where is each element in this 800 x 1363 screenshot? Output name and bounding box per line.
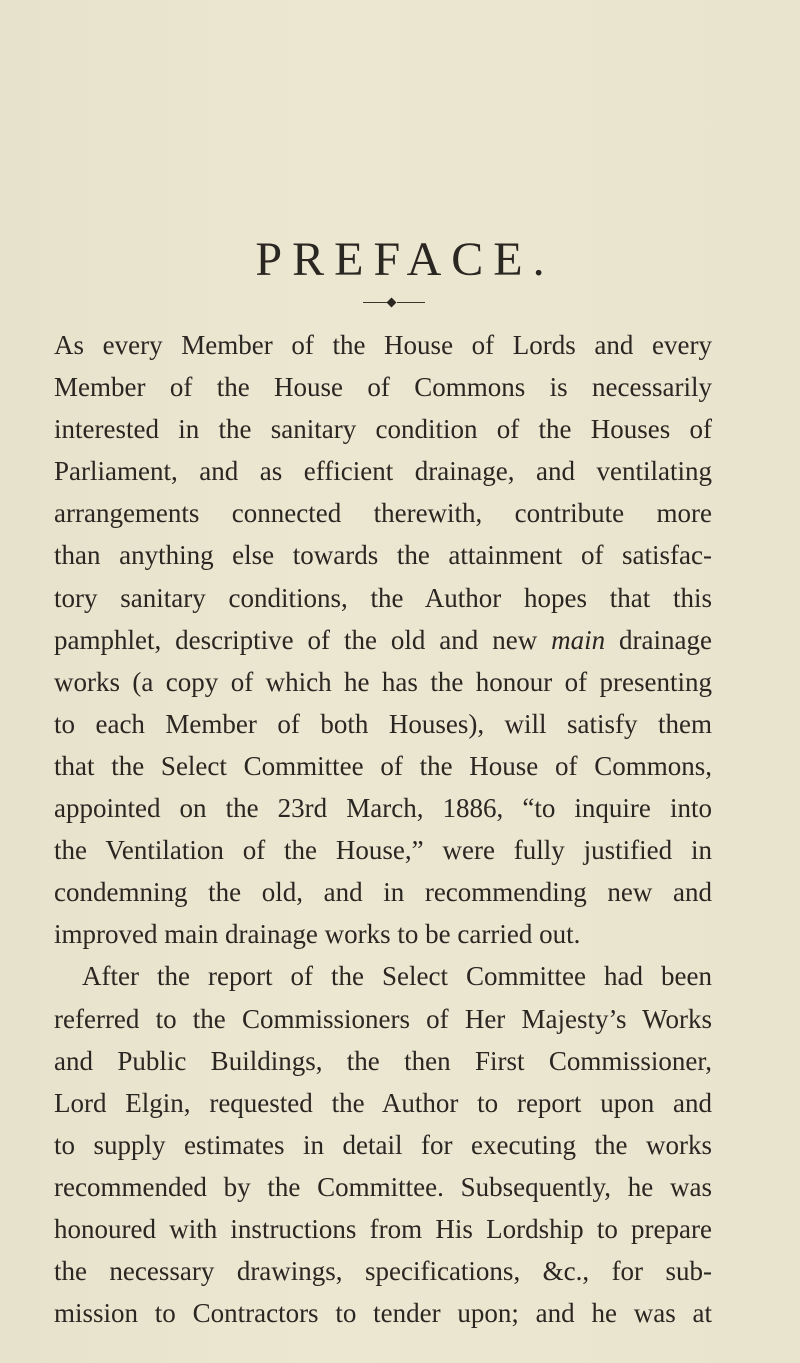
paragraph-1	[54, 324, 712, 955]
preface-text	[54, 324, 712, 1334]
text-line: works (a copy of which he has the honour of presenting	[54, 666, 712, 697]
text-line: condemning the old, and in recommending new and	[54, 877, 712, 908]
page-title: PREFACE.	[255, 233, 555, 286]
text-line: referred to the Commissioners of Her Majesty’s Works	[54, 1003, 712, 1034]
text-line: that the Select Committee of the House of Commons,	[54, 750, 712, 781]
italic-word: main	[551, 624, 606, 655]
text-line: the Ventilation of the House,” were fully justified in	[54, 835, 712, 866]
text-line: to supply estimates in detail for executing the works	[54, 1129, 712, 1160]
paragraph-2	[54, 955, 712, 1334]
text-line: appointed on the 23rd March, 1886, “to inquire into	[54, 793, 712, 824]
text-line: As every Member of the House of Lords and every	[54, 330, 712, 360]
rule-right-line	[397, 302, 425, 303]
text-line: mission to Contractors to tender upon; and he was at	[54, 1298, 712, 1329]
text-line: to each Member of both Houses), will satisfy them	[54, 708, 712, 739]
ornamental-rule	[363, 296, 425, 310]
text-line: than anything else towards the attainment of satisfac-	[54, 540, 712, 571]
text-line: interested in the sanitary condition of the Houses of	[54, 414, 712, 445]
diamond-icon	[387, 298, 397, 308]
text-line: tory sanitary conditions, the Author hopes that this	[54, 582, 712, 613]
text-line: the necessary drawings, specifications, &c., for sub-	[54, 1256, 712, 1287]
text-line: Parliament, and as efficient drainage, and ventilating	[54, 456, 712, 487]
text-line: improved main drainage works to be carried out.	[54, 919, 581, 950]
text-line: Member of the House of Commons is necessarily	[54, 372, 712, 403]
text-line: and Public Buildings, the then First Commissioner,	[54, 1045, 712, 1076]
text-line: honoured with instructions from His Lordship to prepare	[54, 1213, 712, 1244]
text-line: arrangements connected therewith, contribute more	[54, 498, 712, 529]
text-line: recommended by the Committee. Subsequently, he was	[54, 1171, 712, 1202]
text-line-with-italic: pamphlet, descriptive of the old and new main drainage	[54, 624, 712, 655]
text-line: After the report of the Select Committee had been	[82, 961, 712, 992]
rule-left-line	[363, 302, 387, 303]
text-line: Lord Elgin, requested the Author to report upon and	[54, 1087, 712, 1118]
